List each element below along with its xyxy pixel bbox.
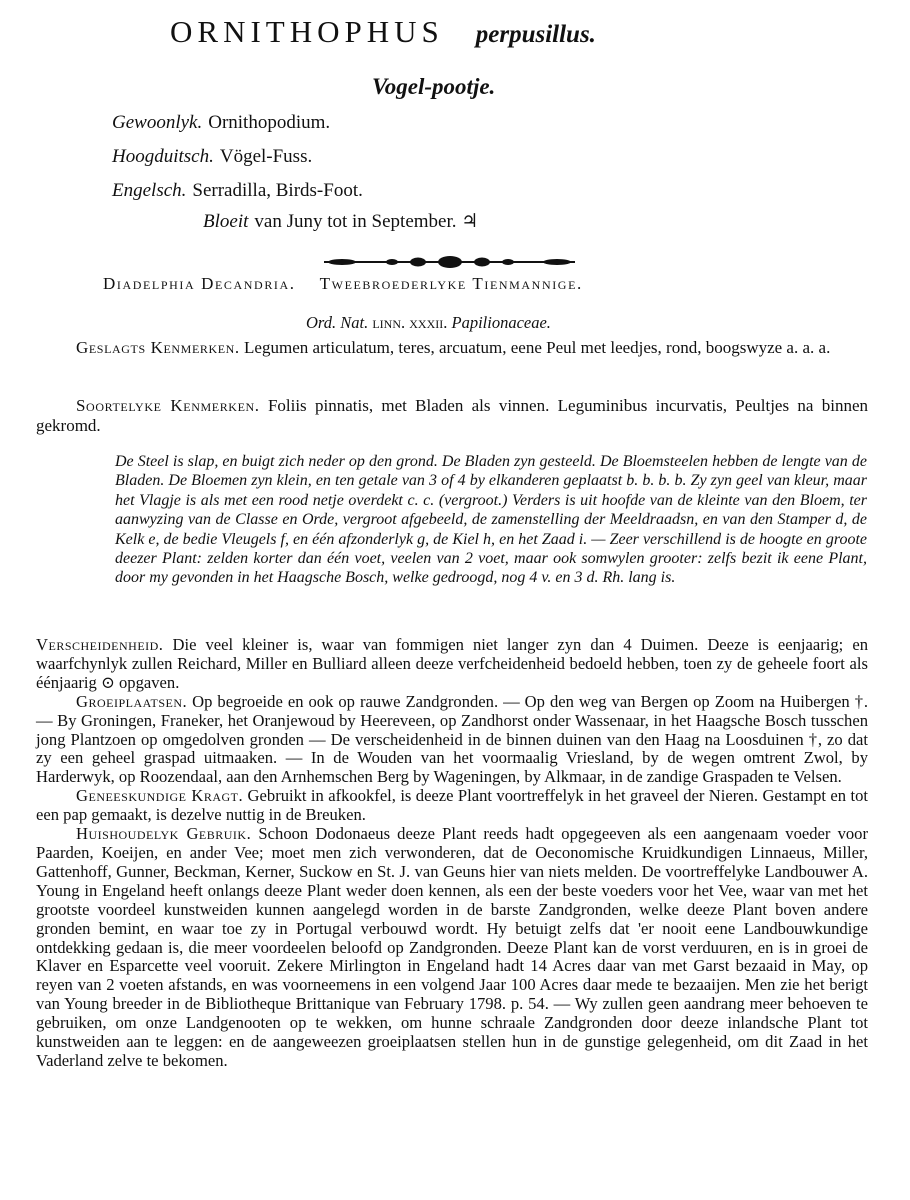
natural-order: Ord. Nat. linn. xxxii. Papilionaceae. [306,313,551,332]
body-sections [36,636,868,1071]
name-german: Hoogduitsch. Vögel-Fuss. [112,146,313,167]
section-habitats: Groeiplaatsen. Op begroeide en ook op rauwe Zandgronden. — Op den weg van Bergen op Zoom na Huibergen †. — By Groningen, Franeker, het Oranjewoud by Heereveen, op Zandhorst onder Wassenaar, in het Haagsche Bosch tusschen jong Plantzoen op omgedolven gronden — De verscheidenheid in de binnen duinen van den Haag na Loosduinen †, zo dat zy een geheel graspad uitmaaken. — In de Wouden van het voormaalig Vriesland, by de wegen omtrent Zwol, by Harderwyk, op Roozendaal, aan den Arnhemschen Berg by Wageningen, by Alkmaar, in de zandige Graspaden te Velsen. [36,691,868,787]
section-medicinal: Geneeskundige Kragt. Gebruikt in afkookfel, is deeze Plant voortreffelyk in het graveel der Nieren. Gestampt en tot een pap gemaakt, is dezelve nuttig in de Breuken. [36,786,868,825]
dutch-name: Vogel-pootje. [372,74,496,99]
perennial-symbol: ♃ [461,211,479,232]
common-names [112,106,363,208]
species-characteristics: Soortelyke Kenmerken. Foliis pinnatis, met Bladen als vinnen. Leguminibus incurvatis, Peultjes na binnen gekromd. [36,396,869,435]
species-name: perpusillus. [475,21,596,48]
title-block [170,14,596,50]
flowering-period: Bloeit van Juny tot in September. ♃ [203,211,479,232]
name-english: Engelsch. Serradilla, Birds-Foot. [112,180,363,201]
plant-description: De Steel is slap, en buigt zich neder op den grond. De Bladen zyn gesteeld. De Bloemsteelen hebben de lengte van de Bladen. De Bloemen zyn klein, en ten getale van 3 of 4 by elkanderen geplaatst b. b. b. b. Zy zyn geel van kleur, maar het Vlagje is als met een rood netje overdekt c. c. (vergroot.) Verders is uit hoofde van de kleinte van den Bloem, ter aanwyzing van de Classe en Orde, vergroot afgebeeld, de zamenstelling der Meeldraadsn, en van den Stamper d, de Kelk e, de bedie Vleugels f, en één afzonderlyk g, de Kiel h, en het Zaad i. — Zeer verschillend is de hoogte en groote deezer Plant: zelden korter dan één voet, veelen van 2 voet, maar ook somwylen grooter: zelfs bezit ik eene Plant, door my gevonden in het Haagsche Bosch, welke gedroogd, nog 4 v. en 3 d. Rh. lang is. [115,453,867,587]
name-common: Gewoonlyk. Ornithopodium. [112,112,331,133]
ornament-divider [322,254,577,270]
genus-title: ORNITHOPHUS [170,14,444,49]
section-household-use: Huishoudelyk Gebruik. Schoon Dodonaeus deeze Plant reeds hadt opgegeeven als een aangenaam voeder voor Paarden, Koeijen, en ander Vee; moet men zich verwonderen, dat de Oeconomische Kruidkundigen Linnaeus, Miller, Gattenhoff, Gunner, Beckman, Kerner, Suckow en St. J. van Geuns hier van niets melden. De voortreffelyke Landbouwer A. Young in Engeland heeft onlangs deeze Plant weder doen kennen, als een der beste voeders voor het Vee, waar van met het grootste voordeel kunstweiden kunnen aangelegd worden in de barste Zandgronden, welke deeze Plant boven andere gronden bemint, en waar toe zy in Portugal verbouwd wordt. Hy betuigt zelfs dat 'er nooit eene Landbouwkundige ontdekking gedaan is, die meer voordeelen beloofd op Zandgronden. Deeze Plant kan de vorst verduuren, en is in groei de Klaver en Esparcette veel vooruit. Zekere Mirlington in Engeland hadt 14 Acres daar van met Garst bezaaid in May, op reyen van 2 voeten afstands, en was voorneemens in een volgend Jaar 100 Acres daar mede te bezaaijen. Men zie het berigt van Young breeder in de Bibliotheque Brittanique van February 1798. p. 54. — Wy zullen geen aandrang meer behoeven te gebruiken, om onze Landgenooten op te wekken, om hunne schraale Zandgronden door deeze inlandsche Plant tot kunstweiden aan te leggen: en de aangeweezen groeiplaatsen stellen hun in de gunstige gelegenheid, om dit Zaad in het Vaderland zelve te bekomen. [36,824,868,1070]
linnaean-class: Diadelphia Decandria. Tweebroederlyke Tienmannige. [103,274,583,293]
genus-characteristics: Geslagts Kenmerken. Legumen articulatum, teres, arcuatum, eene Peul met leedjes, rond, boogswyze a. a. a. [76,338,831,357]
section-variety: Verscheidenheid. Die veel kleiner is, waar van fommigen niet langer zyn dan 4 Duimen. Deeze is eenjaarig; en waarfchynlyk zullen Reichard, Miller en Bulliard alleen deeze verfcheidenheid bedoeld hebben, toen zy de geheele foort als éénjaarig ⊙ opgaven. [36,635,868,692]
